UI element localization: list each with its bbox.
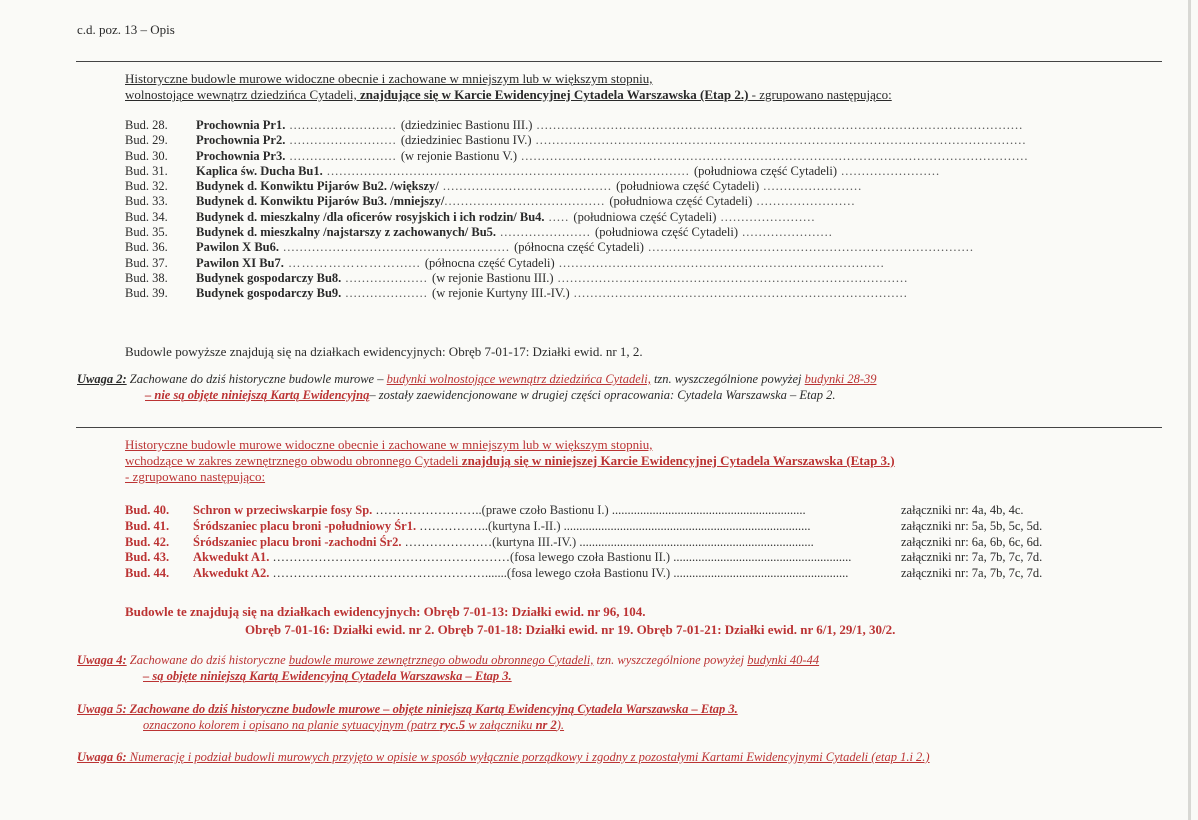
building-loc: (północna część Cytadeli) bbox=[424, 255, 555, 270]
building-num: Bud. 36. bbox=[125, 240, 168, 255]
building-loc: (południowa część Cytadeli) bbox=[616, 179, 760, 194]
building-dots: ........................................................................................ bbox=[322, 163, 695, 178]
building-loc: (północna część Cytadeli) bbox=[514, 240, 644, 255]
building-dots: ....................................................... bbox=[279, 240, 515, 255]
building-row bbox=[125, 256, 910, 271]
building-row bbox=[125, 240, 974, 255]
scan-edge bbox=[1188, 0, 1191, 820]
building-row bbox=[125, 271, 910, 286]
building-num: Bud. 34. bbox=[125, 209, 168, 224]
building-num: Bud. 44. bbox=[125, 566, 170, 581]
note-5-line2: oznaczono kolorem i opisano na planie sytuacyjnym (patrz ryc.5 w załączniku nr 2). bbox=[143, 717, 565, 732]
building-dots: ........................ bbox=[752, 194, 856, 209]
building-att: załączniki nr: 7a, 7b, 7c, 7d. bbox=[901, 550, 1043, 565]
building-dots: ………………… bbox=[401, 534, 493, 549]
section2-building-list bbox=[125, 503, 1075, 582]
building-dots: …………….. bbox=[416, 518, 488, 533]
building-loc: (w rejonie Kurtyny III.-IV.) bbox=[432, 286, 570, 301]
building-name: Akwedukt A1. bbox=[193, 550, 270, 565]
building-loc: (dziedziniec Bastionu III.) bbox=[400, 118, 533, 132]
section1-intro bbox=[125, 71, 892, 103]
building-loc: (południowa część Cytadeli) bbox=[573, 209, 717, 224]
building-dots: ………………………………………………… bbox=[269, 550, 511, 565]
building-loc: (kurtyna I.-II.) bbox=[487, 518, 561, 533]
building-num: Bud. 43. bbox=[125, 550, 170, 565]
building-dots: ............................................................................... bbox=[643, 240, 974, 255]
section2-intro-line2: wchodzące w zakres zewnętrznego obwodu obronnego Cytadeli znajdują się w niniejszej Karcie Ewidencyjnej Cytadela Warszawska (Etap 3.) bbox=[125, 453, 895, 468]
note-5-line1: Uwaga 5: Zachowane do dziś historyczne budowle murowe – objęte niniejszą Kartą Ewidencyjną Cytadela Warszawska – Etap 3. bbox=[77, 702, 738, 716]
building-dots: ................................................................................. bbox=[569, 286, 908, 301]
section2-parcels-line1: Budowle te znajdują się na działkach ewidencyjnych: Obręb 7-01-13: Działki ewid. nr 96, 104. bbox=[125, 604, 646, 619]
building-num: Bud. 35. bbox=[125, 225, 168, 240]
note-6-line1: Uwaga 6: Numerację i podział budowli murowych przyjęto w opisie w sposób wyłącznie porządkowy i zgodny z pozostałymi Kartami Ewidencyjnymi Cytadeli (etap 1.i 2.) bbox=[77, 750, 930, 764]
building-name: Prochownia Pr3. bbox=[196, 148, 286, 163]
building-row bbox=[125, 566, 1075, 582]
section2-intro bbox=[125, 437, 895, 485]
building-loc: (w rejonie Bastionu V.) bbox=[400, 148, 518, 163]
building-dots: ……………………...... bbox=[283, 255, 425, 270]
building-name: Prochownia Pr2. bbox=[196, 133, 286, 148]
building-loc: (dziedziniec Bastionu IV.) bbox=[400, 133, 532, 148]
page-header: c.d. poz. 13 – Opis bbox=[77, 22, 175, 37]
building-loc: (fosa lewego czoła Bastionu IV.) bbox=[506, 566, 671, 581]
building-num: Bud. 42. bbox=[125, 534, 170, 549]
building-loc: (prawe czoło Bastionu I.) bbox=[481, 503, 609, 517]
building-dots: ........................ bbox=[759, 179, 863, 194]
building-dots: ....................................... bbox=[444, 194, 610, 209]
building-dots: ...................... bbox=[738, 225, 833, 240]
section1-building-list bbox=[125, 118, 1029, 302]
building-num: Bud. 28. bbox=[125, 118, 168, 132]
building-num: Bud. 32. bbox=[125, 179, 168, 194]
building-row bbox=[125, 210, 910, 225]
building-att: załączniki nr: 4a, 4b, 4c. bbox=[901, 503, 1024, 517]
building-name: Budynek d. mieszkalny /dla oficerów rosyjskich i ich rodzin/ Bu4. bbox=[196, 209, 545, 224]
building-dots: ...................... bbox=[496, 225, 596, 240]
building-row bbox=[125, 133, 1027, 148]
building-dots: ……………………………………………....... bbox=[269, 566, 507, 581]
section2-parcels bbox=[125, 604, 896, 637]
building-dots: ........................................................ bbox=[670, 566, 849, 581]
note-4 bbox=[77, 653, 819, 684]
building-dots: ......................................................... bbox=[670, 550, 852, 565]
building-loc: (południowa część Cytadeli) bbox=[595, 225, 739, 240]
building-name: Budynek d. Konwiktu Pijarów Bu3. /mniejszy/ bbox=[196, 194, 445, 209]
building-num: Bud. 41. bbox=[125, 518, 170, 533]
section1-intro-line2: wolnostojące wewnątrz dziedzińca Cytadeli, znajdujące się w Karcie Ewidencyjnej Cytadela Warszawska (Etap 2.) - zgrupowano następująco: bbox=[125, 87, 892, 102]
section1-parcels: Budowle powyższe znajdują się na działkach ewidencyjnych: Obręb 7-01-17: Działki ewid. nr 1, 2. bbox=[125, 344, 643, 359]
building-num: Bud. 37. bbox=[125, 255, 168, 270]
building-num: Bud. 31. bbox=[125, 163, 168, 178]
building-name: Budynek gospodarczy Bu9. bbox=[196, 286, 342, 301]
building-num: Bud. 38. bbox=[125, 270, 168, 285]
building-name: Śródszaniec placu broni -południowy Śr1. bbox=[193, 518, 417, 533]
divider-middle bbox=[76, 427, 1162, 428]
building-dots: .................... bbox=[341, 286, 433, 301]
building-loc: (w rejonie Bastionu III.) bbox=[432, 270, 554, 285]
building-dots: ........................................................................... bbox=[576, 534, 814, 549]
section2-intro-line1: Historyczne budowle murowe widoczne obecnie i zachowane w mniejszym lub w większym stopniu, bbox=[125, 437, 653, 452]
note-4-line2: – są objęte niniejszą Kartą Ewidencyjną Cytadela Warszawska – Etap 3. bbox=[143, 668, 512, 683]
building-att: załączniki nr: 5a, 5b, 5c, 5d. bbox=[901, 518, 1043, 533]
building-loc: (południowa część Cytadeli) bbox=[694, 163, 838, 178]
building-dots: .......................... bbox=[285, 148, 401, 163]
building-name: Budynek gospodarczy Bu8. bbox=[196, 270, 342, 285]
building-dots: .............................................................. bbox=[608, 503, 806, 517]
divider-top bbox=[76, 61, 1162, 62]
building-name: Budynek d. Konwiktu Pijarów Bu2. /większy/ bbox=[196, 179, 439, 194]
building-name: Pawilon X Bu6. bbox=[196, 240, 280, 255]
section1-intro-line1: Historyczne budowle murowe widoczne obecnie i zachowane w mniejszym lub w większym stopniu, bbox=[125, 71, 653, 86]
building-dots: ..... bbox=[544, 209, 574, 224]
building-name: Prochownia Pr1. bbox=[196, 118, 286, 132]
building-dots: .......................... bbox=[285, 133, 401, 148]
building-att: załączniki nr: 6a, 6b, 6c, 6d. bbox=[901, 534, 1043, 549]
building-dots: …………………….. bbox=[372, 503, 482, 517]
building-loc: (fosa lewego czoła Bastionu II.) bbox=[510, 550, 671, 565]
building-row bbox=[125, 286, 910, 301]
building-name: Śródszaniec placu broni -zachodni Śr2. bbox=[193, 534, 402, 549]
building-name: Schron w przeciwskarpie fosy Sp. bbox=[193, 503, 373, 517]
building-name: Akwedukt A2. bbox=[193, 566, 270, 581]
building-row bbox=[125, 519, 1075, 535]
building-row bbox=[125, 118, 1024, 133]
building-row bbox=[125, 179, 910, 194]
note-6 bbox=[77, 750, 930, 766]
building-loc: (południowa część Cytadeli) bbox=[609, 194, 753, 209]
building-dots: ...................................................................................................................... bbox=[532, 118, 1024, 132]
building-row bbox=[125, 503, 1075, 519]
building-row bbox=[125, 225, 910, 240]
building-row bbox=[125, 148, 1029, 164]
building-name: Pawilon XI Bu7. bbox=[196, 255, 284, 270]
building-num: Bud. 29. bbox=[125, 133, 168, 148]
note-4-line1: Uwaga 4: Zachowane do dziś historyczne budowle murowe zewnętrznego obwodu obronnego Cytadeli, tzn. wyszczególnione powyżej budynki 40-44 bbox=[77, 653, 820, 667]
building-num: Bud. 39. bbox=[125, 286, 168, 301]
building-dots: ........................ bbox=[837, 163, 941, 178]
building-dots: ............................................................................... bbox=[554, 255, 885, 270]
building-num: Bud. 40. bbox=[125, 503, 170, 517]
section2-intro-line3: - zgrupowano następująco: bbox=[125, 469, 266, 484]
building-dots: ............................................................................... bbox=[560, 518, 811, 533]
building-row bbox=[125, 163, 941, 179]
building-name: Kaplica św. Ducha Bu1. bbox=[196, 163, 323, 178]
building-row bbox=[125, 194, 910, 209]
building-row bbox=[125, 535, 1075, 551]
note-5 bbox=[77, 702, 738, 733]
building-dots: ......................................... bbox=[438, 179, 617, 194]
building-num: Bud. 30. bbox=[125, 148, 168, 163]
building-name: Budynek d. mieszkalny /najstarszy z zachowanych/ Bu5. bbox=[196, 225, 497, 240]
note-2-line2: – nie są objęte niniejszą Kartą Ewidencyjną– zostały zaewidencjonowane w drugiej części opracowania: Cytadela Warszawska – Etap 2. bbox=[145, 387, 836, 402]
building-dots: ....................................................................................................................... bbox=[531, 133, 1027, 148]
building-dots: .......................... bbox=[285, 118, 401, 132]
building-row bbox=[125, 550, 1075, 566]
building-dots: ..................................................................................... bbox=[553, 270, 909, 285]
building-dots: .................... bbox=[341, 270, 433, 285]
note-2 bbox=[77, 372, 877, 403]
building-dots: ....................... bbox=[716, 209, 816, 224]
note-2-line1: Uwaga 2: Zachowane do dziś historyczne budowle murowe – budynki wolnostojące wewnątrz dziedzińca Cytadeli, tzn. wyszczególnione powyżej budynki 28-39 bbox=[77, 372, 877, 386]
section2-parcels-line2: Obręb 7-01-16: Działki ewid. nr 2. Obręb 7-01-18: Działki ewid. nr 19. Obręb 7-01-21: Działki ewid. nr 6/1, 29/1, 30/2. bbox=[245, 622, 896, 637]
building-dots: ........................................................................................................................... bbox=[517, 148, 1029, 163]
building-loc: (kurtyna III.-IV.) bbox=[492, 534, 577, 549]
building-att: załączniki nr: 7a, 7b, 7c, 7d. bbox=[901, 566, 1043, 581]
building-num: Bud. 33. bbox=[125, 194, 168, 209]
